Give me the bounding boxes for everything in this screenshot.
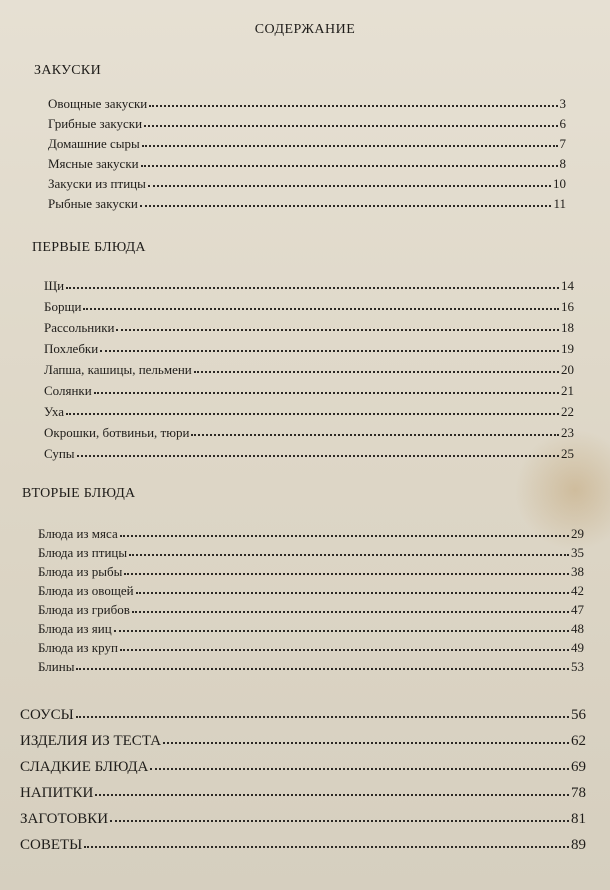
leader-dots: [66, 287, 559, 289]
toc-chapter-row[interactable]: [20, 700, 586, 724]
toc-row-page: 48: [571, 621, 584, 636]
leader-dots: [116, 329, 559, 331]
toc-row[interactable]: [38, 598, 584, 618]
leader-dots: [120, 535, 569, 537]
leader-dots: [83, 308, 559, 310]
toc-row-label: Блюда из овощей: [38, 583, 134, 598]
leader-dots: [144, 125, 557, 127]
toc-row-page: 47: [571, 602, 584, 617]
leader-dots: [124, 573, 569, 575]
leader-dots: [114, 630, 569, 632]
toc-chapter-row[interactable]: [20, 830, 586, 854]
toc-row-label: Грибные закуски: [48, 116, 143, 131]
toc-row-label: Блюда из рыбы: [38, 564, 123, 579]
toc-row[interactable]: [38, 522, 584, 542]
toc-chapter-row[interactable]: [20, 752, 586, 776]
toc-chapter-page: 78: [571, 785, 586, 801]
leader-dots: [76, 668, 569, 670]
section-list-pervye-blyuda: [44, 274, 574, 464]
toc-chapter-label: СОВЕТЫ: [20, 837, 83, 853]
leader-dots: [110, 820, 569, 822]
toc-row-page: 16: [561, 299, 574, 314]
toc-row-page: 23: [561, 425, 574, 440]
toc-chapter-row[interactable]: [20, 778, 586, 802]
toc-chapter-label: НАПИТКИ: [20, 785, 94, 801]
toc-chapter-page: 81: [571, 811, 586, 827]
toc-row-page: 11: [553, 196, 566, 211]
toc-row[interactable]: [44, 358, 574, 378]
toc-row[interactable]: [48, 192, 566, 212]
toc-row-page: 19: [561, 341, 574, 356]
toc-row-label: Домашние сыры: [48, 136, 140, 151]
toc-row[interactable]: [38, 579, 584, 599]
toc-row-page: 42: [571, 583, 584, 598]
toc-row[interactable]: [38, 541, 584, 561]
leader-dots: [136, 592, 569, 594]
leader-dots: [149, 105, 557, 107]
toc-row-label: Закуски из птицы: [48, 176, 146, 191]
toc-row-page: 49: [571, 640, 584, 655]
toc-row[interactable]: [48, 132, 566, 152]
toc-chapter-page: 62: [571, 733, 586, 749]
leader-dots: [191, 434, 559, 436]
leader-dots: [163, 742, 569, 744]
toc-row[interactable]: [44, 442, 574, 462]
toc-row[interactable]: [38, 617, 584, 637]
section-heading-pervye-blyuda: ПЕРВЫЕ БЛЮДА: [32, 240, 146, 255]
page-title: СОДЕРЖАНИЕ: [254, 22, 356, 37]
leader-dots: [100, 350, 559, 352]
toc-row-label: Супы: [44, 446, 75, 461]
toc-row-label: Рыбные закуски: [48, 196, 138, 211]
toc-row-label: Уха: [44, 404, 65, 419]
toc-row-label: Солянки: [44, 383, 92, 398]
toc-row-page: 21: [561, 383, 574, 398]
toc-row-page: 8: [559, 156, 566, 171]
leader-dots: [84, 846, 569, 848]
toc-row-label: Мясные закуски: [48, 156, 139, 171]
toc-row-label: Щи: [44, 278, 65, 293]
toc-row[interactable]: [44, 274, 574, 294]
toc-row-page: 25: [561, 446, 574, 461]
leader-dots: [76, 716, 569, 718]
chapter-list: [20, 700, 586, 870]
leader-dots: [132, 611, 569, 613]
toc-row-label: Похлебки: [44, 341, 99, 356]
toc-row[interactable]: [48, 172, 566, 192]
toc-chapter-label: ЗАГОТОВКИ: [20, 811, 109, 827]
toc-row-label: Блины: [38, 659, 75, 674]
toc-row-label: Блюда из птицы: [38, 545, 128, 560]
leader-dots: [141, 165, 558, 167]
toc-row-page: 10: [553, 176, 566, 191]
section-list-zakuski: [48, 92, 566, 222]
toc-row-page: 14: [561, 278, 574, 293]
toc-row[interactable]: [48, 152, 566, 172]
toc-row[interactable]: [38, 560, 584, 580]
toc-row-label: Блюда из яиц: [38, 621, 112, 636]
toc-chapter-page: 56: [571, 707, 586, 723]
leader-dots: [140, 205, 552, 207]
toc-row[interactable]: [48, 92, 566, 112]
toc-row[interactable]: [44, 379, 574, 399]
toc-row-label: Рассольники: [44, 320, 115, 335]
toc-row[interactable]: [44, 316, 574, 336]
toc-row-page: 6: [559, 116, 566, 131]
leader-dots: [94, 392, 559, 394]
toc-row-page: 7: [559, 136, 566, 151]
toc-row-label: Блюда из круп: [38, 640, 118, 655]
toc-row-page: 53: [571, 659, 584, 674]
toc-row-page: 22: [561, 404, 574, 419]
toc-row-label: Окрошки, ботвиньи, тюри: [44, 425, 190, 440]
toc-row[interactable]: [38, 655, 584, 675]
leader-dots: [148, 185, 551, 187]
toc-row-label: Овощные закуски: [48, 96, 148, 111]
toc-row[interactable]: [38, 636, 584, 656]
toc-row[interactable]: [48, 112, 566, 132]
toc-row-page: 35: [571, 545, 584, 560]
toc-chapter-page: 69: [571, 759, 586, 775]
toc-row-label: Блюда из мяса: [38, 526, 118, 541]
toc-chapter-label: СОУСЫ: [20, 707, 74, 723]
leader-dots: [66, 413, 559, 415]
leader-dots: [194, 371, 559, 373]
toc-row-page: 18: [561, 320, 574, 335]
section-heading-vtorye-blyuda: ВТОРЫЕ БЛЮДА: [22, 486, 136, 501]
toc-row-label: Блюда из грибов: [38, 602, 130, 617]
toc-chapter-row[interactable]: [20, 726, 586, 750]
toc-row-page: 38: [571, 564, 584, 579]
toc-chapter-page: 89: [571, 837, 586, 853]
toc-row-page: 3: [559, 96, 566, 111]
leader-dots: [129, 554, 569, 556]
leader-dots: [120, 649, 569, 651]
toc-chapter-label: СЛАДКИЕ БЛЮДА: [20, 759, 149, 775]
section-heading-zakuski: ЗАКУСКИ: [34, 63, 101, 78]
toc-row-page: 29: [571, 526, 584, 541]
toc-row-label: Лапша, кашицы, пельмени: [44, 362, 192, 377]
toc-row-label: Борщи: [44, 299, 82, 314]
toc-chapter-label: ИЗДЕЛИЯ ИЗ ТЕСТА: [20, 733, 162, 749]
toc-row[interactable]: [44, 400, 574, 420]
leader-dots: [77, 455, 559, 457]
leader-dots: [95, 794, 569, 796]
toc-chapter-row[interactable]: [20, 804, 586, 828]
leader-dots: [150, 768, 569, 770]
leader-dots: [142, 145, 558, 147]
section-list-vtorye-blyuda: [38, 522, 584, 682]
toc-row-page: 20: [561, 362, 574, 377]
toc-row[interactable]: [44, 295, 574, 315]
toc-row[interactable]: [44, 421, 574, 441]
toc-row[interactable]: [44, 337, 574, 357]
